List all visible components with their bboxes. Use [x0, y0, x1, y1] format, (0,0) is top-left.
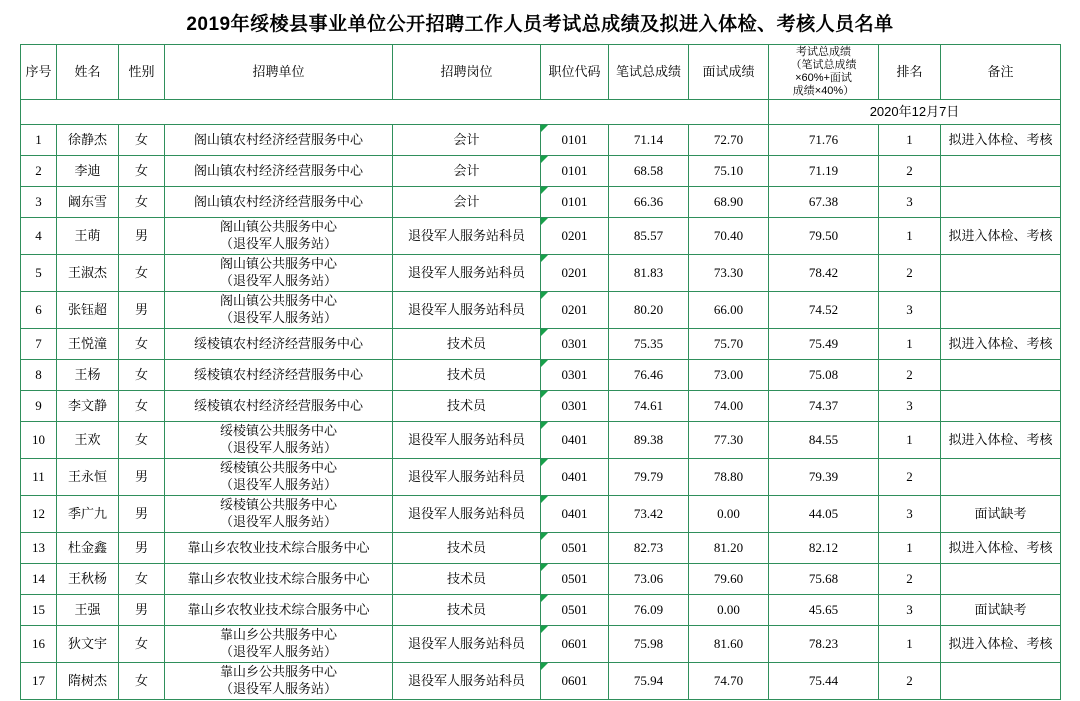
cell-unit-line1: 绥棱镇公共服务中心	[219, 460, 337, 476]
cell-interview: 74.70	[689, 663, 769, 700]
cell-unit	[165, 255, 393, 292]
cell-interview: 73.00	[689, 360, 769, 391]
cell-index: 3	[21, 187, 57, 218]
cell-remark: 拟进入体检、考核	[941, 626, 1061, 663]
cell-rank: 1	[879, 329, 941, 360]
cell-written: 76.09	[609, 595, 689, 626]
cell-index: 9	[21, 391, 57, 422]
cell-name: 王淑杰	[57, 255, 119, 292]
table-header	[21, 45, 1061, 100]
cell-remark	[941, 663, 1061, 700]
cell-rank: 1	[879, 125, 941, 156]
cell-unit-line1: 靠山乡公共服务中心	[219, 627, 337, 643]
cell-interview: 68.90	[689, 187, 769, 218]
cell-code: 0501	[541, 564, 609, 595]
cell-name: 李文静	[57, 391, 119, 422]
cell-code: 0601	[541, 626, 609, 663]
cell-unit-line2: （退役军人服务站）	[219, 644, 337, 659]
cell-written: 75.98	[609, 626, 689, 663]
cell-remark	[941, 187, 1061, 218]
cell-sex: 男	[119, 218, 165, 255]
cell-written: 85.57	[609, 218, 689, 255]
table-row	[21, 564, 1061, 595]
cell-interview: 72.70	[689, 125, 769, 156]
cell-total: 75.49	[769, 329, 879, 360]
table-row	[21, 255, 1061, 292]
cell-index: 13	[21, 533, 57, 564]
cell-code: 0601	[541, 663, 609, 700]
cell-code: 0501	[541, 595, 609, 626]
cell-interview: 73.30	[689, 255, 769, 292]
header-unit: 招聘单位	[165, 45, 393, 100]
cell-interview: 77.30	[689, 422, 769, 459]
cell-remark	[941, 564, 1061, 595]
cell-rank: 1	[879, 533, 941, 564]
cell-sex: 女	[119, 663, 165, 700]
cell-index: 2	[21, 156, 57, 187]
header-total-line3: 成绩×40%）	[792, 85, 855, 98]
cell-remark: 拟进入体检、考核	[941, 329, 1061, 360]
table-row	[21, 187, 1061, 218]
cell-unit	[165, 496, 393, 533]
cell-written: 66.36	[609, 187, 689, 218]
cell-sex: 女	[119, 329, 165, 360]
cell-interview: 66.00	[689, 292, 769, 329]
cell-name: 王杨	[57, 360, 119, 391]
table-row	[21, 292, 1061, 329]
cell-interview: 70.40	[689, 218, 769, 255]
cell-written: 75.35	[609, 329, 689, 360]
cell-rank: 3	[879, 496, 941, 533]
table-row	[21, 496, 1061, 533]
cell-total: 79.50	[769, 218, 879, 255]
cell-unit-line2: （退役军人服务站）	[219, 310, 337, 325]
table-row	[21, 329, 1061, 360]
table-body	[21, 125, 1061, 700]
cell-sex: 男	[119, 459, 165, 496]
cell-written: 76.46	[609, 360, 689, 391]
cell-total: 45.65	[769, 595, 879, 626]
cell-interview: 81.60	[689, 626, 769, 663]
cell-total: 74.37	[769, 391, 879, 422]
cell-index: 1	[21, 125, 57, 156]
cell-name: 杜金鑫	[57, 533, 119, 564]
cell-post: 技术员	[393, 391, 541, 422]
cell-unit-line2: （退役军人服务站）	[219, 514, 337, 529]
cell-rank: 1	[879, 626, 941, 663]
cell-code: 0201	[541, 218, 609, 255]
table-row	[21, 663, 1061, 700]
cell-post: 退役军人服务站科员	[393, 663, 541, 700]
cell-sex: 女	[119, 156, 165, 187]
cell-remark: 拟进入体检、考核	[941, 218, 1061, 255]
publish-date: 2020年12月7日	[769, 100, 1061, 125]
cell-interview: 74.00	[689, 391, 769, 422]
cell-total: 75.68	[769, 564, 879, 595]
cell-post: 会计	[393, 125, 541, 156]
cell-remark: 拟进入体检、考核	[941, 533, 1061, 564]
cell-interview: 75.10	[689, 156, 769, 187]
cell-index: 5	[21, 255, 57, 292]
cell-rank: 3	[879, 391, 941, 422]
cell-written: 71.14	[609, 125, 689, 156]
cell-code: 0101	[541, 125, 609, 156]
header-total-line2: （笔试总成绩×60%+面试	[790, 58, 857, 84]
cell-name: 王萌	[57, 218, 119, 255]
cell-unit-line2: （退役军人服务站）	[219, 236, 337, 251]
cell-sex: 女	[119, 391, 165, 422]
cell-code: 0201	[541, 292, 609, 329]
cell-index: 17	[21, 663, 57, 700]
cell-index: 14	[21, 564, 57, 595]
cell-total: 74.52	[769, 292, 879, 329]
table-row	[21, 459, 1061, 496]
cell-unit: 阁山镇农村经济经营服务中心	[165, 125, 393, 156]
cell-sex: 女	[119, 360, 165, 391]
cell-interview: 0.00	[689, 496, 769, 533]
cell-unit-line2: （退役军人服务站）	[219, 273, 337, 288]
cell-index: 12	[21, 496, 57, 533]
cell-total: 78.42	[769, 255, 879, 292]
cell-code: 0401	[541, 496, 609, 533]
cell-total: 78.23	[769, 626, 879, 663]
header-code: 职位代码	[541, 45, 609, 100]
cell-remark	[941, 255, 1061, 292]
cell-index: 8	[21, 360, 57, 391]
cell-index: 7	[21, 329, 57, 360]
cell-rank: 2	[879, 663, 941, 700]
table-row	[21, 626, 1061, 663]
cell-rank: 3	[879, 595, 941, 626]
table-row	[21, 360, 1061, 391]
cell-written: 79.79	[609, 459, 689, 496]
cell-code: 0101	[541, 187, 609, 218]
header-remark: 备注	[941, 45, 1061, 100]
cell-name: 季广九	[57, 496, 119, 533]
cell-post: 技术员	[393, 533, 541, 564]
cell-unit-line1: 阁山镇公共服务中心	[219, 256, 337, 272]
cell-remark: 面试缺考	[941, 595, 1061, 626]
cell-name: 狄文宇	[57, 626, 119, 663]
cell-written: 75.94	[609, 663, 689, 700]
cell-post: 技术员	[393, 595, 541, 626]
cell-sex: 女	[119, 125, 165, 156]
header-rank: 排名	[879, 45, 941, 100]
cell-unit-line2: （退役军人服务站）	[219, 681, 337, 696]
cell-index: 15	[21, 595, 57, 626]
cell-code: 0201	[541, 255, 609, 292]
cell-index: 10	[21, 422, 57, 459]
cell-unit-line1: 阁山镇公共服务中心	[219, 219, 337, 235]
cell-index: 11	[21, 459, 57, 496]
cell-total: 75.44	[769, 663, 879, 700]
cell-name: 张钰超	[57, 292, 119, 329]
cell-total: 75.08	[769, 360, 879, 391]
cell-interview: 0.00	[689, 595, 769, 626]
date-row	[21, 100, 1061, 125]
cell-post: 技术员	[393, 564, 541, 595]
cell-written: 82.73	[609, 533, 689, 564]
cell-unit	[165, 292, 393, 329]
header-total-line1: 考试总成绩	[796, 45, 851, 58]
cell-post: 技术员	[393, 360, 541, 391]
cell-rank: 2	[879, 459, 941, 496]
cell-written: 89.38	[609, 422, 689, 459]
cell-unit: 阁山镇农村经济经营服务中心	[165, 156, 393, 187]
cell-sex: 女	[119, 422, 165, 459]
cell-interview: 79.60	[689, 564, 769, 595]
cell-name: 徐静杰	[57, 125, 119, 156]
header-index: 序号	[21, 45, 57, 100]
cell-unit-line2: （退役军人服务站）	[219, 477, 337, 492]
cell-rank: 1	[879, 218, 941, 255]
cell-written: 73.42	[609, 496, 689, 533]
cell-rank: 3	[879, 187, 941, 218]
cell-sex: 女	[119, 564, 165, 595]
cell-sex: 女	[119, 626, 165, 663]
cell-index: 6	[21, 292, 57, 329]
cell-rank: 1	[879, 422, 941, 459]
header-total	[769, 45, 879, 100]
cell-name: 王悦潼	[57, 329, 119, 360]
cell-remark: 面试缺考	[941, 496, 1061, 533]
cell-name: 王秋杨	[57, 564, 119, 595]
header-name: 姓名	[57, 45, 119, 100]
cell-post: 退役军人服务站科员	[393, 422, 541, 459]
cell-unit	[165, 626, 393, 663]
cell-index: 16	[21, 626, 57, 663]
cell-sex: 男	[119, 496, 165, 533]
results-table	[20, 44, 1061, 700]
cell-unit-line1: 绥棱镇公共服务中心	[219, 423, 337, 439]
cell-remark	[941, 391, 1061, 422]
cell-rank: 2	[879, 360, 941, 391]
cell-total: 71.19	[769, 156, 879, 187]
header-post: 招聘岗位	[393, 45, 541, 100]
cell-unit: 靠山乡农牧业技术综合服务中心	[165, 533, 393, 564]
cell-remark	[941, 156, 1061, 187]
table-row	[21, 125, 1061, 156]
cell-total: 84.55	[769, 422, 879, 459]
page-title: 2019年绥棱县事业单位公开招聘工作人员考试总成绩及拟进入体检、考核人员名单	[186, 14, 894, 35]
cell-rank: 2	[879, 156, 941, 187]
cell-unit	[165, 422, 393, 459]
cell-code: 0301	[541, 360, 609, 391]
cell-code: 0301	[541, 329, 609, 360]
cell-written: 73.06	[609, 564, 689, 595]
cell-name: 隋树杰	[57, 663, 119, 700]
cell-remark	[941, 459, 1061, 496]
cell-post: 会计	[393, 156, 541, 187]
cell-post: 技术员	[393, 329, 541, 360]
cell-unit-line1: 靠山乡公共服务中心	[219, 664, 337, 680]
cell-written: 81.83	[609, 255, 689, 292]
cell-unit-line1: 绥棱镇公共服务中心	[219, 497, 337, 513]
cell-unit	[165, 663, 393, 700]
cell-sex: 男	[119, 292, 165, 329]
cell-name: 阚东雪	[57, 187, 119, 218]
cell-total: 79.39	[769, 459, 879, 496]
cell-rank: 2	[879, 255, 941, 292]
cell-post: 退役军人服务站科员	[393, 255, 541, 292]
cell-unit-line1: 阁山镇公共服务中心	[219, 293, 337, 309]
cell-unit	[165, 459, 393, 496]
cell-rank: 2	[879, 564, 941, 595]
cell-unit: 绥棱镇农村经济经营服务中心	[165, 391, 393, 422]
cell-interview: 78.80	[689, 459, 769, 496]
cell-post: 退役军人服务站科员	[393, 459, 541, 496]
cell-post: 会计	[393, 187, 541, 218]
table-row	[21, 156, 1061, 187]
cell-code: 0301	[541, 391, 609, 422]
cell-sex: 男	[119, 533, 165, 564]
cell-name: 李迪	[57, 156, 119, 187]
cell-total: 71.76	[769, 125, 879, 156]
cell-post: 退役军人服务站科员	[393, 626, 541, 663]
header-written: 笔试总成绩	[609, 45, 689, 100]
header-sex: 性别	[119, 45, 165, 100]
cell-unit-line2: （退役军人服务站）	[219, 440, 337, 455]
cell-total: 67.38	[769, 187, 879, 218]
cell-written: 80.20	[609, 292, 689, 329]
cell-written: 68.58	[609, 156, 689, 187]
cell-sex: 女	[119, 255, 165, 292]
cell-post: 退役军人服务站科员	[393, 496, 541, 533]
cell-unit: 阁山镇农村经济经营服务中心	[165, 187, 393, 218]
cell-interview: 81.20	[689, 533, 769, 564]
cell-code: 0401	[541, 422, 609, 459]
cell-unit: 绥棱镇农村经济经营服务中心	[165, 360, 393, 391]
cell-code: 0501	[541, 533, 609, 564]
cell-unit	[165, 218, 393, 255]
cell-remark: 拟进入体检、考核	[941, 125, 1061, 156]
cell-interview: 75.70	[689, 329, 769, 360]
cell-code: 0101	[541, 156, 609, 187]
table-row	[21, 422, 1061, 459]
cell-remark	[941, 360, 1061, 391]
cell-written: 74.61	[609, 391, 689, 422]
cell-unit: 靠山乡农牧业技术综合服务中心	[165, 564, 393, 595]
table-row	[21, 595, 1061, 626]
cell-sex: 男	[119, 595, 165, 626]
cell-index: 4	[21, 218, 57, 255]
cell-post: 退役军人服务站科员	[393, 218, 541, 255]
cell-code: 0401	[541, 459, 609, 496]
cell-total: 44.05	[769, 496, 879, 533]
date-row-spacer	[21, 100, 769, 125]
cell-sex: 女	[119, 187, 165, 218]
table-row	[21, 391, 1061, 422]
cell-remark: 拟进入体检、考核	[941, 422, 1061, 459]
cell-post: 退役军人服务站科员	[393, 292, 541, 329]
cell-unit: 绥棱镇农村经济经营服务中心	[165, 329, 393, 360]
cell-rank: 3	[879, 292, 941, 329]
cell-total: 82.12	[769, 533, 879, 564]
table-row	[21, 533, 1061, 564]
table-row	[21, 218, 1061, 255]
cell-name: 王欢	[57, 422, 119, 459]
cell-unit: 靠山乡农牧业技术综合服务中心	[165, 595, 393, 626]
cell-name: 王强	[57, 595, 119, 626]
cell-remark	[941, 292, 1061, 329]
header-interview: 面试成绩	[689, 45, 769, 100]
cell-name: 王永恒	[57, 459, 119, 496]
